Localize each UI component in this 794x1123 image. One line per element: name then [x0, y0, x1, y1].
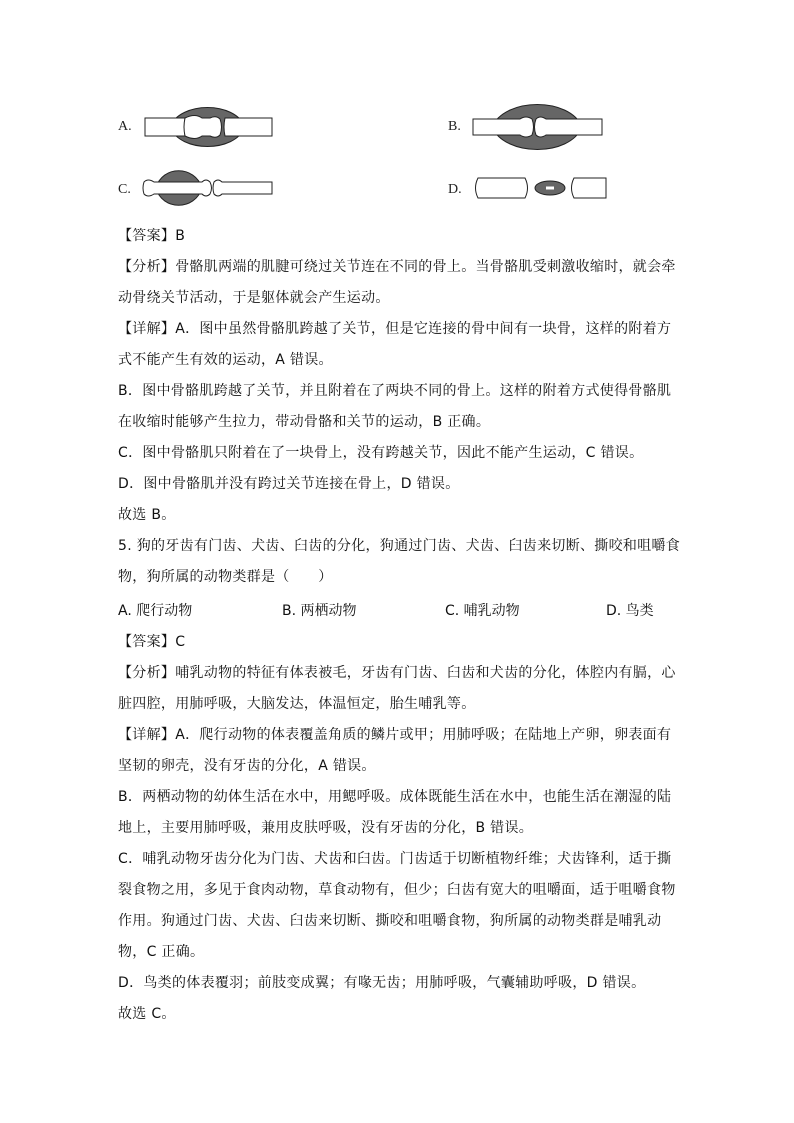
- q5-body-line: B．两栖动物的幼体生活在水中，用鳃呼吸。成体既能生活在水中，也能生活在潮湿的陆: [118, 789, 672, 805]
- q4-answer: 【答案】B: [118, 228, 186, 244]
- q4-conclusion: 故选 B。: [118, 507, 176, 523]
- q4-solution: [118, 221, 681, 593]
- q4-detail-line: 【详解】A．图中虽然骨骼肌跨越了关节，但是它连接的骨中间有一块骨，这样的附着方: [118, 321, 672, 337]
- q4-detail-line: C．图中骨骼肌只附着在了一块骨上，没有跨越关节，因此不能产生运动，C 错误。: [118, 445, 644, 461]
- q5-body-line: 物，C 正确。: [118, 944, 205, 960]
- q5-body-line: 脏四腔，用肺呼吸，大脑发达，体温恒定，胎生哺乳等。: [118, 696, 476, 712]
- q5-conclusion: 故选 C。: [118, 1006, 176, 1022]
- option-b-label: B.: [448, 119, 461, 134]
- option-a-label: A.: [118, 119, 132, 134]
- q4-detail-line: 式不能产生有效的运动，A 错误。: [118, 352, 333, 368]
- q5-body-line: 【分析】哺乳动物的特征有体表被毛，牙齿有门齿、臼齿和犬齿的分化，体腔内有膈，心: [118, 665, 676, 681]
- q5-answer: 【答案】C: [118, 634, 186, 650]
- figure-b-muscle-joint-diagram: [470, 101, 605, 153]
- q5-choice-d: D. 鸟类: [606, 603, 654, 619]
- q4-detail-line: 在收缩时能够产生拉力，带动骨骼和关节的运动，B 正确。: [118, 414, 491, 430]
- option-d-label: D.: [448, 182, 462, 197]
- q5-body-line: C．哺乳动物牙齿分化为门齿、犬齿和臼齿。门齿适于切断植物纤维；犬齿锋利，适于撕: [118, 851, 672, 867]
- q5-solution: [118, 627, 678, 1030]
- q5-choice-a: A. 爬行动物: [118, 603, 193, 619]
- q4-analysis-line: 【分析】骨骼肌两端的肌腱可绕过关节连在不同的骨上。当骨骼肌受刺激收缩时，就会牵: [118, 259, 676, 275]
- q4-detail-line: B．图中骨骼肌跨越了关节，并且附着在了两块不同的骨上。这样的附着方式使得骨骼肌: [118, 383, 672, 399]
- q5-body-line: 【详解】A．爬行动物的体表覆盖角质的鳞片或甲；用肺呼吸；在陆地上产卵，卵表面有: [118, 727, 672, 743]
- figure-d-bones-muscle-diagram: [470, 172, 610, 204]
- q5-choice-b: B. 两栖动物: [282, 603, 357, 619]
- figure-c-muscle-bone-diagram: [140, 168, 275, 210]
- q5-stem-line: 物，狗所属的动物类群是（ ）: [118, 569, 333, 585]
- q4-analysis-line: 动骨绕关节活动，于是躯体就会产生运动。: [118, 290, 390, 306]
- q4-detail-line: D．图中骨骼肌并没有跨过关节连接在骨上，D 错误。: [118, 476, 460, 492]
- q5-body-line: 裂食物之用，多见于食肉动物，草食动物有，但少；臼齿有宽大的咀嚼面，适于咀嚼食物: [118, 882, 676, 898]
- q5-body-line: D．鸟类的体表覆羽；前肢变成翼；有喙无齿；用肺呼吸，气囊辅助呼吸，D 错误。: [118, 975, 646, 991]
- q5-choices: [118, 596, 678, 627]
- q5-choice-c: C. 哺乳动物: [445, 603, 520, 619]
- q5-stem-line: 5. 狗的牙齿有门齿、犬齿、臼齿的分化，狗通过门齿、犬齿、臼齿来切断、撕咬和咀嚼食: [118, 538, 681, 554]
- q5-body-line: 作用。狗通过门齿、犬齿、臼齿来切断、撕咬和咀嚼食物，狗所属的动物类群是哺乳动: [118, 913, 662, 929]
- q5-body-line: 坚韧的卵壳，没有牙齿的分化，A 错误。: [118, 758, 376, 774]
- q5-body-line: 地上，主要用肺呼吸，兼用皮肤呼吸，没有牙齿的分化，B 错误。: [118, 820, 534, 836]
- option-c-label: C.: [118, 182, 131, 197]
- figure-a-muscle-joint-diagram: [140, 103, 275, 151]
